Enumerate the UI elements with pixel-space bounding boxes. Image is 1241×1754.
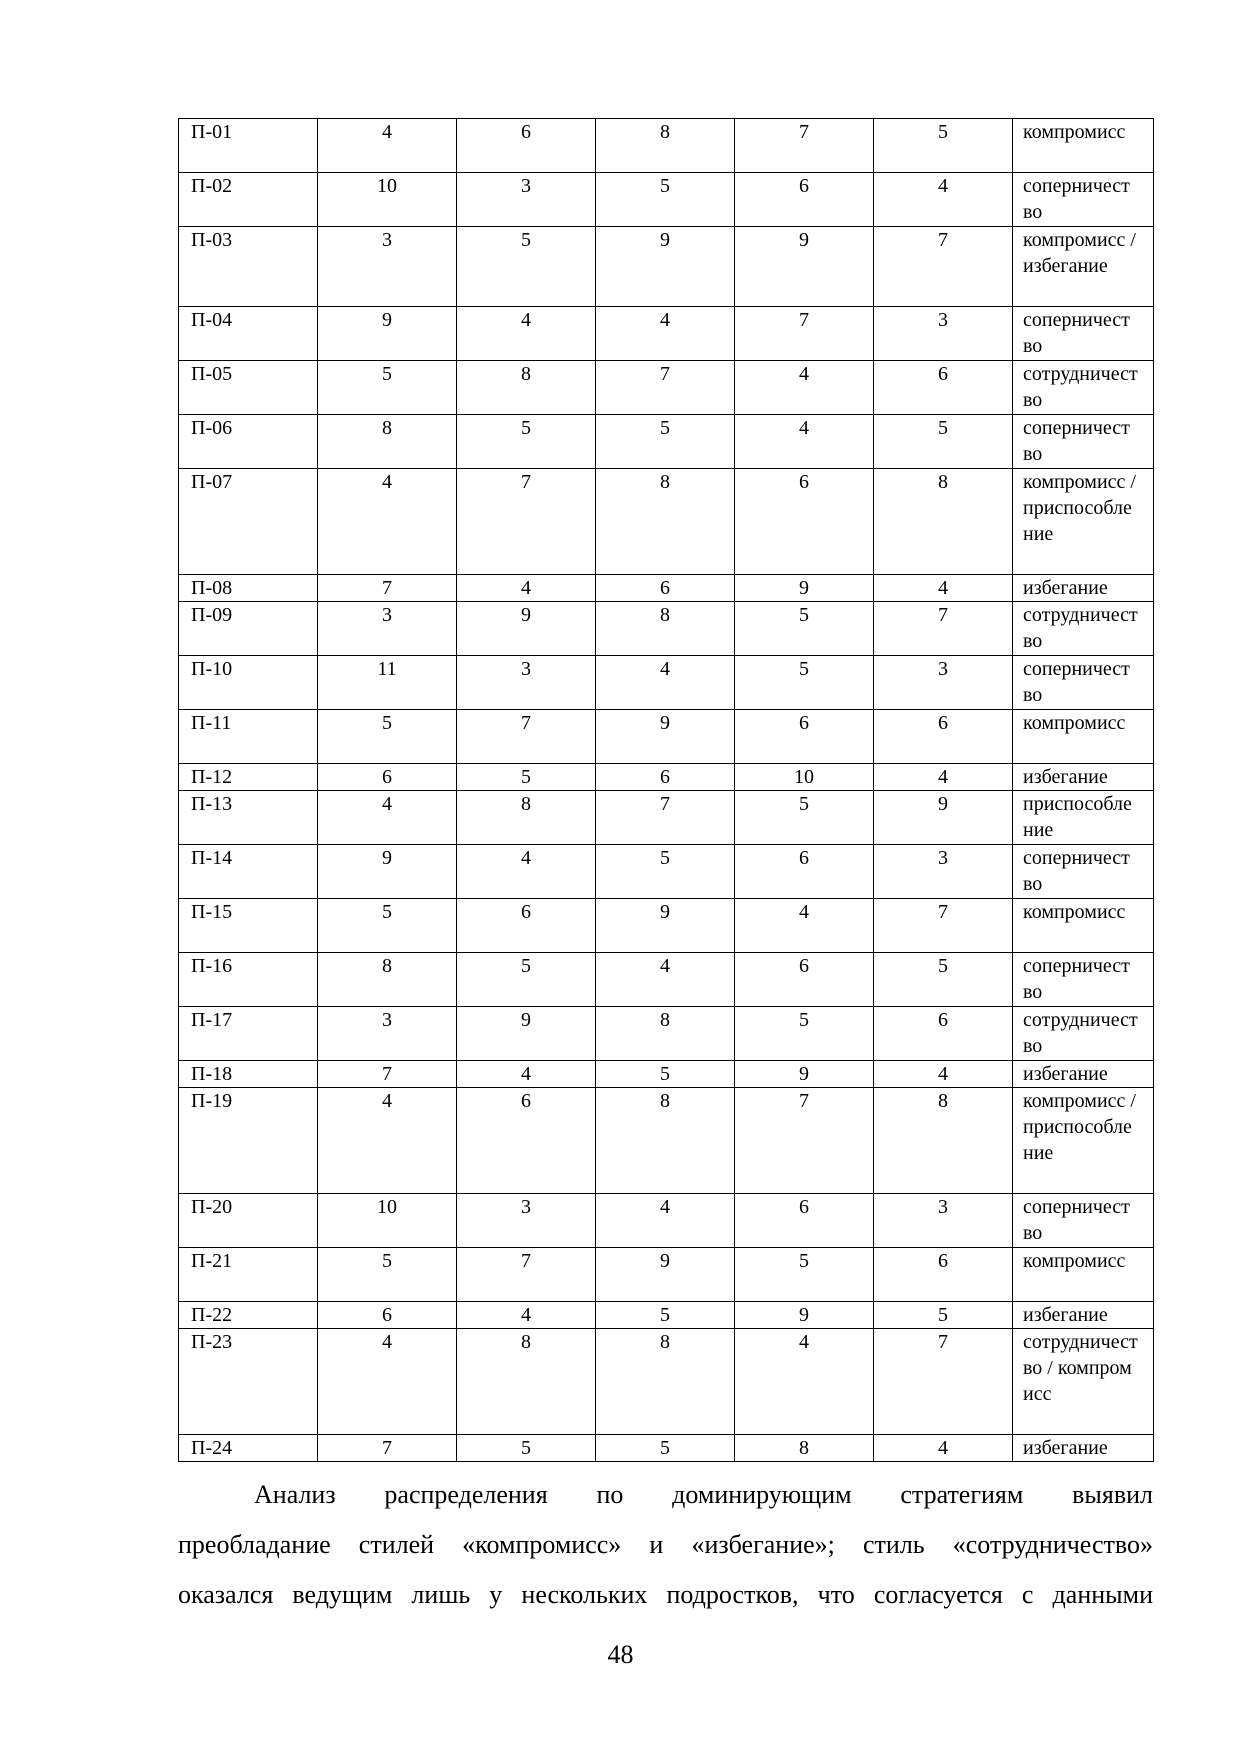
score-cell: 4 [457, 575, 596, 602]
score-cell: 10 [318, 1194, 457, 1248]
score-cell: 6 [457, 119, 596, 173]
score-cell: 3 [874, 845, 1013, 899]
dominant-style-text: соперничество [1023, 175, 1130, 223]
score-cell: 3 [874, 307, 1013, 361]
participant-id-cell: П-11 [179, 710, 318, 764]
score-cell: 6 [735, 845, 874, 899]
score-cell: 4 [596, 307, 735, 361]
score-cell: 3 [874, 656, 1013, 710]
score-cell: 4 [318, 791, 457, 845]
table-row [179, 119, 1154, 173]
score-cell: 4 [457, 1061, 596, 1088]
score-cell: 4 [596, 1194, 735, 1248]
dominant-style-cell [1013, 307, 1154, 361]
score-cell: 9 [596, 1248, 735, 1302]
participant-id-cell: П-15 [179, 899, 318, 953]
dominant-style-text: избегание [1023, 1437, 1108, 1459]
results-table [178, 118, 1154, 1462]
score-cell: 6 [735, 469, 874, 575]
score-cell: 8 [457, 361, 596, 415]
table-row [179, 415, 1154, 469]
score-cell: 6 [457, 1088, 596, 1194]
score-cell: 4 [874, 173, 1013, 227]
participant-id-cell: П-19 [179, 1088, 318, 1194]
score-cell: 7 [596, 791, 735, 845]
score-cell: 4 [874, 575, 1013, 602]
table-row [179, 469, 1154, 575]
score-cell: 4 [457, 307, 596, 361]
dominant-style-text: соперничество [1023, 1196, 1130, 1244]
score-cell: 6 [735, 1194, 874, 1248]
score-cell: 5 [874, 415, 1013, 469]
table-row [179, 361, 1154, 415]
score-cell: 4 [874, 1435, 1013, 1462]
dominant-style-cell [1013, 1088, 1154, 1194]
score-cell: 6 [735, 710, 874, 764]
score-cell: 3 [457, 173, 596, 227]
score-cell: 3 [874, 1194, 1013, 1248]
dominant-style-text: компромисс / избегание [1023, 229, 1136, 277]
score-cell: 9 [735, 575, 874, 602]
paragraph-line: Анализ распределения по доминирующим стратегиям выявил [254, 1480, 1153, 1509]
score-cell: 5 [596, 173, 735, 227]
dominant-style-text: соперничество [1023, 417, 1130, 465]
score-cell: 8 [318, 415, 457, 469]
participant-id-cell: П-12 [179, 764, 318, 791]
score-cell: 9 [735, 227, 874, 307]
score-cell: 5 [596, 1435, 735, 1462]
score-cell: 5 [735, 791, 874, 845]
score-cell: 8 [596, 1088, 735, 1194]
score-cell: 7 [735, 119, 874, 173]
score-cell: 4 [735, 899, 874, 953]
paragraph-line: оказался ведущим лишь у нескольких подростков, что согласуется с данными [178, 1580, 1153, 1609]
dominant-style-cell [1013, 710, 1154, 764]
score-cell: 9 [457, 602, 596, 656]
dominant-style-cell [1013, 1435, 1154, 1462]
participant-id-cell: П-16 [179, 953, 318, 1007]
participant-id-cell: П-22 [179, 1302, 318, 1329]
table-row [179, 173, 1154, 227]
score-cell: 7 [735, 1088, 874, 1194]
score-cell: 5 [596, 415, 735, 469]
score-cell: 4 [874, 1061, 1013, 1088]
score-cell: 6 [735, 173, 874, 227]
dominant-style-text: избегание [1023, 1304, 1108, 1326]
participant-id-cell: П-09 [179, 602, 318, 656]
score-cell: 5 [735, 602, 874, 656]
score-cell: 6 [874, 1007, 1013, 1061]
table-row [179, 791, 1154, 845]
results-table-body [179, 119, 1154, 1462]
score-cell: 5 [457, 1435, 596, 1462]
table-row [179, 899, 1154, 953]
score-cell: 9 [735, 1061, 874, 1088]
dominant-style-cell [1013, 656, 1154, 710]
score-cell: 3 [457, 1194, 596, 1248]
dominant-style-text: избегание [1023, 766, 1108, 788]
score-cell: 5 [457, 764, 596, 791]
score-cell: 6 [874, 710, 1013, 764]
score-cell: 8 [596, 469, 735, 575]
score-cell: 8 [318, 953, 457, 1007]
score-cell: 5 [596, 845, 735, 899]
score-cell: 9 [596, 227, 735, 307]
score-cell: 6 [874, 1248, 1013, 1302]
score-cell: 4 [735, 1329, 874, 1435]
score-cell: 9 [874, 791, 1013, 845]
table-row [179, 953, 1154, 1007]
dominant-style-cell [1013, 1248, 1154, 1302]
participant-id-cell: П-02 [179, 173, 318, 227]
score-cell: 9 [318, 307, 457, 361]
score-cell: 7 [318, 1435, 457, 1462]
score-cell: 4 [735, 415, 874, 469]
dominant-style-cell [1013, 764, 1154, 791]
score-cell: 4 [596, 656, 735, 710]
score-cell: 3 [318, 1007, 457, 1061]
participant-id-cell: П-14 [179, 845, 318, 899]
score-cell: 5 [735, 1007, 874, 1061]
score-cell: 9 [596, 899, 735, 953]
score-cell: 6 [596, 764, 735, 791]
score-cell: 5 [874, 953, 1013, 1007]
table-row [179, 602, 1154, 656]
dominant-style-cell [1013, 1302, 1154, 1329]
participant-id-cell: П-08 [179, 575, 318, 602]
table-row [179, 656, 1154, 710]
table-row [179, 1248, 1154, 1302]
dominant-style-cell [1013, 1007, 1154, 1061]
score-cell: 5 [318, 710, 457, 764]
score-cell: 3 [457, 656, 596, 710]
table-row [179, 1007, 1154, 1061]
score-cell: 5 [318, 1248, 457, 1302]
table-row [179, 227, 1154, 307]
score-cell: 5 [874, 1302, 1013, 1329]
dominant-style-text: сотрудничество [1023, 1009, 1138, 1057]
table-row [179, 1194, 1154, 1248]
score-cell: 8 [457, 791, 596, 845]
dominant-style-cell [1013, 845, 1154, 899]
score-cell: 5 [735, 1248, 874, 1302]
score-cell: 5 [318, 361, 457, 415]
dominant-style-cell [1013, 361, 1154, 415]
score-cell: 7 [318, 575, 457, 602]
table-row [179, 1302, 1154, 1329]
score-cell: 7 [874, 899, 1013, 953]
dominant-style-text: приспособление [1023, 793, 1132, 841]
dominant-style-text: сотрудничество / компромисс [1023, 1331, 1138, 1405]
analysis-paragraph [178, 1470, 1153, 1620]
score-cell: 8 [457, 1329, 596, 1435]
participant-id-cell: П-07 [179, 469, 318, 575]
table-row [179, 710, 1154, 764]
score-cell: 8 [596, 119, 735, 173]
score-cell: 6 [457, 899, 596, 953]
score-cell: 8 [735, 1435, 874, 1462]
dominant-style-cell [1013, 469, 1154, 575]
participant-id-cell: П-04 [179, 307, 318, 361]
score-cell: 4 [318, 1088, 457, 1194]
dominant-style-cell [1013, 575, 1154, 602]
score-cell: 6 [596, 575, 735, 602]
score-cell: 3 [318, 227, 457, 307]
dominant-style-text: соперничество [1023, 955, 1130, 1003]
dominant-style-cell [1013, 791, 1154, 845]
dominant-style-cell [1013, 1061, 1154, 1088]
participant-id-cell: П-05 [179, 361, 318, 415]
score-cell: 7 [457, 469, 596, 575]
participant-id-cell: П-01 [179, 119, 318, 173]
score-cell: 4 [318, 1329, 457, 1435]
page-number: 48 [607, 1640, 634, 1669]
score-cell: 5 [457, 227, 596, 307]
dominant-style-cell [1013, 227, 1154, 307]
dominant-style-text: сотрудничество [1023, 363, 1138, 411]
participant-id-cell: П-17 [179, 1007, 318, 1061]
participant-id-cell: П-18 [179, 1061, 318, 1088]
score-cell: 5 [457, 953, 596, 1007]
table-row [179, 575, 1154, 602]
score-cell: 4 [318, 469, 457, 575]
score-cell: 6 [318, 764, 457, 791]
score-cell: 5 [874, 119, 1013, 173]
participant-id-cell: П-03 [179, 227, 318, 307]
score-cell: 8 [874, 1088, 1013, 1194]
score-cell: 4 [596, 953, 735, 1007]
participant-id-cell: П-10 [179, 656, 318, 710]
score-cell: 11 [318, 656, 457, 710]
score-cell: 6 [735, 953, 874, 1007]
score-cell: 5 [318, 899, 457, 953]
participant-id-cell: П-20 [179, 1194, 318, 1248]
participant-id-cell: П-23 [179, 1329, 318, 1435]
dominant-style-text: компромисс [1023, 712, 1126, 734]
dominant-style-cell [1013, 1194, 1154, 1248]
score-cell: 7 [874, 602, 1013, 656]
participant-id-cell: П-21 [179, 1248, 318, 1302]
dominant-style-text: компромисс / приспособление [1023, 471, 1136, 545]
dominant-style-cell [1013, 1329, 1154, 1435]
table-row [179, 1329, 1154, 1435]
paragraph-line: преобладание стилей «компромисс» и «избегание»; стиль «сотрудничество» [178, 1530, 1153, 1559]
dominant-style-cell [1013, 602, 1154, 656]
score-cell: 9 [596, 710, 735, 764]
score-cell: 7 [457, 1248, 596, 1302]
dominant-style-text: компромисс / приспособление [1023, 1090, 1136, 1164]
dominant-style-cell [1013, 119, 1154, 173]
score-cell: 9 [735, 1302, 874, 1329]
score-cell: 4 [735, 361, 874, 415]
score-cell: 8 [596, 602, 735, 656]
dominant-style-cell [1013, 899, 1154, 953]
dominant-style-text: соперничество [1023, 658, 1130, 706]
score-cell: 4 [457, 1302, 596, 1329]
score-cell: 8 [874, 469, 1013, 575]
score-cell: 9 [457, 1007, 596, 1061]
table-row [179, 307, 1154, 361]
score-cell: 7 [318, 1061, 457, 1088]
score-cell: 5 [596, 1302, 735, 1329]
table-row [179, 764, 1154, 791]
score-cell: 5 [457, 415, 596, 469]
dominant-style-text: избегание [1023, 1063, 1108, 1085]
dominant-style-cell [1013, 415, 1154, 469]
score-cell: 10 [318, 173, 457, 227]
score-cell: 10 [735, 764, 874, 791]
score-cell: 6 [318, 1302, 457, 1329]
table-row [179, 845, 1154, 899]
score-cell: 7 [596, 361, 735, 415]
score-cell: 4 [318, 119, 457, 173]
score-cell: 3 [318, 602, 457, 656]
dominant-style-text: компромисс [1023, 901, 1126, 923]
score-cell: 7 [874, 227, 1013, 307]
table-row [179, 1061, 1154, 1088]
score-cell: 7 [457, 710, 596, 764]
score-cell: 8 [596, 1007, 735, 1061]
dominant-style-text: компромисс [1023, 1250, 1126, 1272]
dominant-style-text: соперничество [1023, 309, 1130, 357]
participant-id-cell: П-06 [179, 415, 318, 469]
dominant-style-text: сотрудничество [1023, 604, 1138, 652]
score-cell: 7 [874, 1329, 1013, 1435]
dominant-style-text: избегание [1023, 577, 1108, 599]
dominant-style-cell [1013, 173, 1154, 227]
score-cell: 7 [735, 307, 874, 361]
participant-id-cell: П-24 [179, 1435, 318, 1462]
score-cell: 4 [457, 845, 596, 899]
score-cell: 5 [596, 1061, 735, 1088]
score-cell: 6 [874, 361, 1013, 415]
dominant-style-cell [1013, 953, 1154, 1007]
table-row [179, 1435, 1154, 1462]
score-cell: 8 [596, 1329, 735, 1435]
score-cell: 4 [874, 764, 1013, 791]
score-cell: 5 [735, 656, 874, 710]
score-cell: 9 [318, 845, 457, 899]
table-row [179, 1088, 1154, 1194]
dominant-style-text: компромисс [1023, 121, 1126, 143]
dominant-style-text: соперничество [1023, 847, 1130, 895]
participant-id-cell: П-13 [179, 791, 318, 845]
